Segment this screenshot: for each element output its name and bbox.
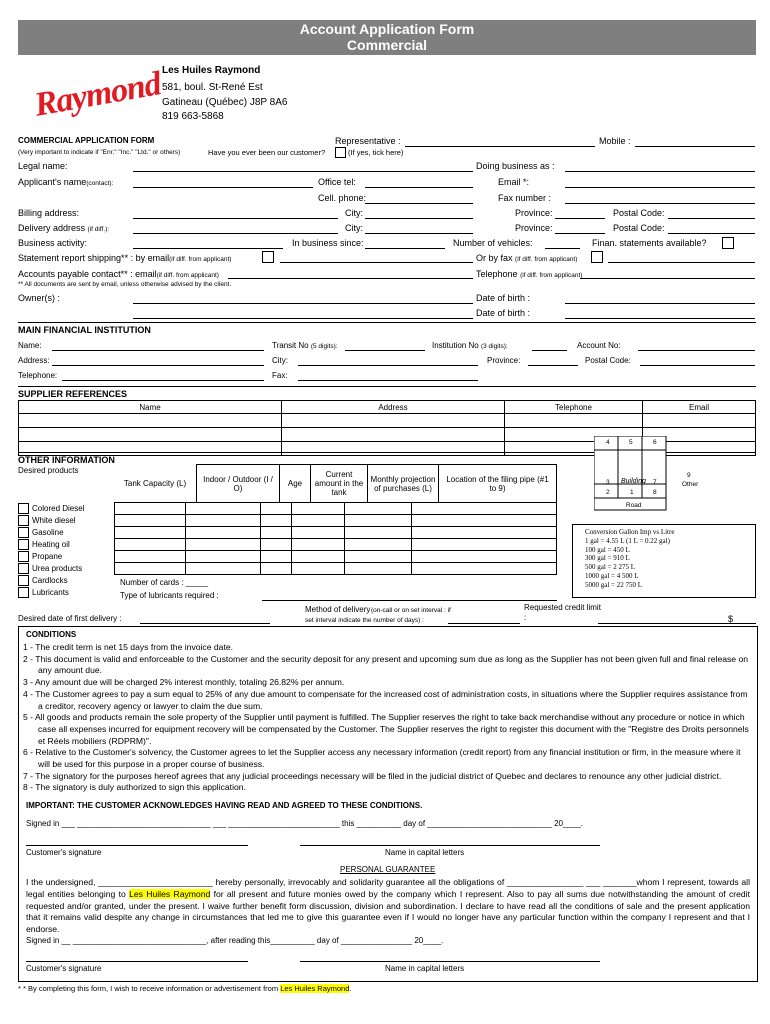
conditions-heading: CONDITIONS <box>26 630 77 639</box>
product-label: Cardlocks <box>32 576 68 585</box>
owner-2-dob-field[interactable] <box>565 318 755 319</box>
conversion-line: 1 gal = 4.55 L (1 L = 0.22 gal) <box>585 536 670 545</box>
diagram-road-label: Road <box>626 502 642 509</box>
table-row[interactable] <box>18 587 557 599</box>
accounts-telephone-field[interactable] <box>580 278 755 279</box>
institution-field[interactable] <box>532 350 567 351</box>
applicant-name-label: Applicant's name(contact): <box>18 177 114 187</box>
applicant-name-field[interactable] <box>133 187 313 188</box>
requested-credit-label: Requested credit limit : <box>524 603 601 622</box>
condition-4: 4 - The Customer agrees to pay a sum equal to 25% of any due amount to compensate for the increased cost of administration costs, in situations where the Supplier requires assistance from a creditor, recovery agency or lawyer to claim the due sum. <box>23 688 748 711</box>
table-row[interactable] <box>19 414 756 428</box>
legal-name-label: Legal name: <box>18 161 68 171</box>
diagram-n6: 6 <box>653 439 657 446</box>
cell-phone-label: Cell. phone: <box>318 193 367 203</box>
conditions-signature-line[interactable] <box>26 845 248 846</box>
product-cell[interactable] <box>186 539 261 551</box>
product-label: Colored Diesel <box>32 504 85 513</box>
col-filing-location: Location of the filing pipe (#1 to 9) <box>439 465 557 503</box>
col-indoor-outdoor: Indoor / Outdoor (I / O) <box>197 465 280 503</box>
product-cell[interactable] <box>412 551 557 563</box>
other-section-heading: OTHER INFORMATION <box>18 452 756 465</box>
accounts-telephone-label: Telephone (if diff. from applicant) <box>476 269 583 279</box>
diagram-n3: 3 <box>606 479 610 486</box>
account-label: Account No: <box>577 341 621 350</box>
delivery-city-label: City: <box>345 223 363 233</box>
important-acknowledgement: IMPORTANT: THE CUSTOMER ACKNOWLEDGES HAVING READ AND AGREED TO THESE CONDITIONS. <box>26 801 423 810</box>
type-of-lubricants-label: Type of lubricants required : <box>120 591 219 600</box>
delivery-address-label: Delivery address (if diff.): <box>18 223 110 233</box>
product-checkbox[interactable] <box>18 539 29 550</box>
conversion-line: 500 gal = 2 275 L <box>585 563 636 572</box>
product-cell[interactable] <box>261 551 292 563</box>
condition-7: 7 - The signatory for the purposes hereof agrees that any judicial proceedings necessary will be filed in the judicial district of Quebec and declares to renounce any other judicial district. <box>23 770 722 781</box>
transit-label: Transit No (5 digits): <box>272 341 338 350</box>
product-cell[interactable] <box>345 551 412 563</box>
mobile-label: Mobile : <box>599 136 631 146</box>
product-label: Propane <box>32 552 63 561</box>
product-checkbox[interactable] <box>18 587 29 598</box>
product-checkbox[interactable] <box>18 527 29 538</box>
product-cell[interactable] <box>115 563 186 575</box>
billing-postal-field[interactable] <box>668 218 755 219</box>
billing-postal-label: Postal Code: <box>613 208 665 218</box>
table-row[interactable] <box>18 539 557 551</box>
desired-products-label: Desired products <box>18 466 79 475</box>
guarantee-heading: PERSONAL GUARANTEE <box>340 865 436 874</box>
product-cell[interactable] <box>115 527 186 539</box>
conversion-line: 100 gal = 450 L <box>585 545 630 554</box>
accounts-payable-label: Accounts payable contact** : email(if diff. from applicant) <box>18 269 219 279</box>
bank-name-field[interactable] <box>52 350 264 351</box>
footer-note: * * By completing this form, I wish to receive information or advertisement from Les Huiles Raymond. <box>18 984 352 993</box>
product-cell[interactable] <box>261 527 292 539</box>
method-of-delivery-field[interactable] <box>448 623 520 624</box>
method-of-delivery-label: Method of delivery <box>305 605 371 614</box>
table-row[interactable] <box>18 527 557 539</box>
business-activity-label: Business activity: <box>18 238 88 248</box>
been-customer-label: Have you ever been our customer? <box>208 148 326 157</box>
office-tel-field[interactable] <box>365 187 473 188</box>
condition-8: 8 - The signatory is duly authorized to sign this application. <box>23 782 246 793</box>
billing-address-label: Billing address: <box>18 208 80 218</box>
delivery-postal-label: Postal Code: <box>613 223 665 233</box>
guarantee-company-highlight: Les Huiles Raymond <box>129 888 211 899</box>
owner-2-dob-label: Date of birth : <box>476 308 531 318</box>
or-by-fax-label: Or by fax (if diff. from applicant) <box>476 253 578 263</box>
product-cell[interactable] <box>345 563 412 575</box>
product-cell[interactable] <box>292 551 345 563</box>
business-activity-field[interactable] <box>133 248 283 249</box>
diagram-n1: 1 <box>630 489 634 496</box>
delivery-city-field[interactable] <box>365 233 473 234</box>
table-row[interactable] <box>18 551 557 563</box>
finan-statements-label: Finan. statements available? <box>592 238 707 248</box>
owners-label: Owner(s) : <box>18 293 61 303</box>
product-label: Lubricants <box>32 588 69 597</box>
condition-3: 3 - Any amount due will be charged 2% interest monthly, totaling 26.82% per annum. <box>23 677 345 688</box>
table-row[interactable] <box>18 503 557 515</box>
number-of-cards-label: Number of cards : _____ <box>120 578 209 587</box>
representative-field[interactable] <box>405 146 595 147</box>
delivery-province-field[interactable] <box>555 233 605 234</box>
product-cell[interactable] <box>345 515 412 527</box>
table-row[interactable] <box>18 563 557 575</box>
statement-email-field[interactable] <box>280 262 473 263</box>
col-tank-capacity: Tank Capacity (L) <box>114 465 197 503</box>
product-cell[interactable] <box>292 503 345 515</box>
mobile-field[interactable] <box>635 146 755 147</box>
suppliers-section-heading: SUPPLIER REFERENCES <box>18 386 756 399</box>
fax-number-field[interactable] <box>565 203 755 204</box>
conditions-customer-signature: Customer's signature <box>26 848 102 857</box>
institution-label: Institution No (3 digits): <box>432 341 508 350</box>
diagram-other-label: Other <box>682 481 699 488</box>
condition-2: 2 - This document is valid and enforceable to the Customer and the security deposit for any present and upcoming sum due as long as the Supplier has not been given full and final release on any amount due. <box>23 653 749 676</box>
conversion-title: Conversion Gallon Imp vs Litre <box>585 528 675 536</box>
important-note: (Very important to indicate if "Enr." "Inc." "Ltd." or others) <box>18 149 181 156</box>
lubricants-field[interactable] <box>262 600 557 601</box>
conditions-list <box>23 642 751 794</box>
conditions-name-capital: Name in capital letters <box>385 848 465 857</box>
col-monthly-projection: Monthly projection of purchases (L) <box>368 465 439 503</box>
transit-field[interactable] <box>345 350 425 351</box>
product-cell[interactable] <box>186 515 261 527</box>
product-checkbox[interactable] <box>18 503 29 514</box>
product-cell[interactable] <box>115 515 186 527</box>
product-cell[interactable] <box>292 563 345 575</box>
diagram-n5: 5 <box>629 439 633 446</box>
product-cell[interactable] <box>186 503 261 515</box>
supplier-col-name: Name <box>19 401 282 414</box>
product-label: Heating oil <box>32 540 70 549</box>
delivery-postal-field[interactable] <box>668 233 755 234</box>
product-cell[interactable] <box>292 527 345 539</box>
owner-1-dob-field[interactable] <box>565 303 755 304</box>
product-checkbox[interactable] <box>18 551 29 562</box>
condition-1: 1 - The credit term is net 15 days from the invoice date. <box>23 642 234 652</box>
guarantee-customer-signature: Customer's signature <box>26 964 102 973</box>
first-delivery-field[interactable] <box>140 623 270 624</box>
diagram-n7: 7 <box>653 479 657 486</box>
statement-shipping-label: Statement report shipping** : by email(if diff. from applicant) <box>18 253 232 263</box>
dollar-sign: $ <box>728 614 734 624</box>
footer-company-highlight: Les Huiles Raymond <box>280 984 350 993</box>
product-cell[interactable] <box>345 527 412 539</box>
fax-number-label: Fax number : <box>498 193 552 203</box>
statement-email-checkbox[interactable] <box>262 251 274 263</box>
table-row[interactable] <box>18 575 557 587</box>
diagram-building-label: Building <box>621 478 646 485</box>
bank-postal-label: Postal Code: <box>585 356 631 365</box>
product-cell[interactable] <box>261 515 292 527</box>
conditions-signed-in[interactable]: Signed in ___ ______________________________ ___ _________________________ this __________ day of ____________________________ 20____. <box>26 819 583 828</box>
been-customer-checkbox[interactable] <box>335 147 346 158</box>
all-documents-note: ** All documents are sent by email, unless otherwise advised by the client. <box>18 281 232 288</box>
col-current-amount: Current amount in the tank <box>311 465 368 503</box>
bank-telephone-label: Telephone: <box>18 371 58 380</box>
statement-fax-field[interactable] <box>608 262 755 263</box>
bank-name-label: Name: <box>18 341 42 350</box>
product-cell[interactable] <box>261 503 292 515</box>
delivery-address-field[interactable] <box>133 233 338 234</box>
form-title-bar <box>18 20 756 55</box>
statement-fax-checkbox[interactable] <box>591 251 603 263</box>
supplier-col-telephone: Telephone <box>505 401 643 414</box>
product-cell[interactable] <box>412 563 557 575</box>
product-label: Urea products <box>32 564 83 573</box>
owner-1-dob-label: Date of birth : <box>476 293 531 303</box>
owner-2-field[interactable] <box>133 318 473 319</box>
col-age: Age <box>280 465 311 503</box>
email-label: Email *: <box>498 177 530 187</box>
bank-address-label: Address: <box>18 356 50 365</box>
product-checkbox[interactable] <box>18 575 29 586</box>
billing-city-field[interactable] <box>365 218 473 219</box>
product-cell[interactable] <box>261 539 292 551</box>
billing-city-label: City: <box>345 208 363 218</box>
product-cell[interactable] <box>261 563 292 575</box>
table-row[interactable] <box>18 515 557 527</box>
conditions-name-line[interactable] <box>300 845 600 846</box>
supplier-col-email: Email <box>643 401 756 414</box>
financial-section-heading: MAIN FINANCIAL INSTITUTION <box>18 322 756 335</box>
in-business-since-label: In business since: <box>292 238 364 248</box>
delivery-province-label: Province: <box>515 223 553 233</box>
guarantee-name-capital: Name in capital letters <box>385 964 465 973</box>
conversion-line: 1000 gal = 4 500 L <box>585 571 639 580</box>
bank-address-field[interactable] <box>52 365 264 366</box>
cell-phone-field[interactable] <box>365 203 473 204</box>
billing-address-field[interactable] <box>133 218 338 219</box>
doing-business-field[interactable] <box>565 171 755 172</box>
supplier-header-row <box>19 401 756 414</box>
form-subtitle: Commercial <box>346 37 428 53</box>
product-checkbox[interactable] <box>18 563 29 574</box>
owner-1-field[interactable] <box>133 303 473 304</box>
product-cell[interactable] <box>345 503 412 515</box>
company-address-1: 581, boul. St-René Est <box>162 82 263 93</box>
bank-province-label: Province: <box>487 356 521 365</box>
bank-fax-field[interactable] <box>298 380 478 381</box>
supplier-col-address: Address <box>282 401 505 414</box>
email-field[interactable] <box>565 187 755 188</box>
form-title: Account Application Form <box>299 21 475 37</box>
product-cell[interactable] <box>115 539 186 551</box>
product-cell[interactable] <box>412 503 557 515</box>
company-phone: 819 663-5868 <box>162 111 224 122</box>
bank-city-field[interactable] <box>298 365 478 366</box>
billing-province-field[interactable] <box>555 218 605 219</box>
conversion-line: 5000 gal = 22 750 L <box>585 580 643 589</box>
bank-postal-field[interactable] <box>640 365 755 366</box>
product-cell[interactable] <box>115 551 186 563</box>
account-field[interactable] <box>638 350 755 351</box>
if-yes-label: (If yes, tick here) <box>348 148 404 157</box>
diagram-n2: 2 <box>606 489 610 496</box>
guarantee-text: I the undersigned, ________________________ hereby personally, irrevocably and solidarity guarantee all the obligations of ________________ ___ _______whom I represent, towards all legal entities belonging to Les Huiles Raymond for all present and future monies owed by the company which I represent. Also to pay all sums due notwithstanding the amount of credit requested and/or granted, under the present. I waive further benefit form discussion, division and subordination. I declare to have read all the conditions of sale and the present application that it remains valid despite any change in circumstances that led me to give this guarantee even if I would no longer have any particular function within the company I represent and that I endorse. <box>26 877 750 935</box>
guarantee-signature-line[interactable] <box>26 961 248 962</box>
diagram-n4: 4 <box>606 439 610 446</box>
billing-province-label: Province: <box>515 208 553 218</box>
number-of-vehicles-field[interactable] <box>545 248 580 249</box>
representative-label: Representative : <box>335 136 401 146</box>
bank-telephone-field[interactable] <box>62 380 264 381</box>
office-tel-label: Office tel: <box>318 177 356 187</box>
product-cell[interactable] <box>345 539 412 551</box>
products-header-row <box>114 465 557 503</box>
condition-5: 5 - All goods and products remain the sole property of the Supplier until payment is fulfilled. The Supplier reserves the right to take back merchandise without any procedure or notice in which case all expenses incurred for equipment recovery will be compensated by the Customer. The Supplier reserves the right to register this document with the "Registre des Droits personnels et Réels mobiliers (RDPRM)". <box>23 712 749 746</box>
product-label: White diesel <box>32 516 76 525</box>
bank-fax-label: Fax: <box>272 371 288 380</box>
guarantee-signed-in[interactable]: Signed in __ ______________________________, after reading this__________ day of ________________ 20____. <box>26 936 444 945</box>
product-cell[interactable] <box>115 503 186 515</box>
products-rows <box>18 502 557 599</box>
bank-province-field[interactable] <box>528 365 578 366</box>
guarantee-name-line[interactable] <box>300 961 600 962</box>
product-cell[interactable] <box>186 551 261 563</box>
legal-name-field[interactable] <box>133 171 473 172</box>
filing-location-diagram <box>594 436 714 514</box>
finan-statements-checkbox[interactable] <box>722 237 734 249</box>
diagram-n8: 8 <box>653 489 657 496</box>
conversion-line: 300 gal = 910 L <box>585 554 630 563</box>
product-cell[interactable] <box>186 527 261 539</box>
company-address-2: Gatineau (Québec) J8P 8A6 <box>162 97 288 108</box>
method-of-delivery-note: (on-call or on set interval : if set interval indicate the number of days) : <box>305 607 451 624</box>
products-table <box>114 464 557 503</box>
product-cell[interactable] <box>292 539 345 551</box>
product-cell[interactable] <box>412 539 557 551</box>
bank-city-label: City: <box>272 356 288 365</box>
product-cell[interactable] <box>412 527 557 539</box>
first-delivery-label: Desired date of first delivery : <box>18 614 122 623</box>
condition-6: 6 - Relative to the Customer's solvency, the Customer agrees to let the Supplier access any necessary information (credit report) from any financial institution or firm, in the measure where it will be used for this purpose in a proper course of business. <box>23 747 741 770</box>
conversion-table <box>572 524 756 598</box>
product-label: Gasoline <box>32 528 64 537</box>
product-checkbox[interactable] <box>18 515 29 526</box>
in-business-since-field[interactable] <box>365 248 445 249</box>
product-cell[interactable] <box>186 563 261 575</box>
commercial-form-label: COMMERCIAL APPLICATION FORM <box>18 136 155 145</box>
product-cell[interactable] <box>412 515 557 527</box>
number-of-vehicles-label: Number of vehicles: <box>453 238 533 248</box>
company-logo: Raymond <box>31 65 164 124</box>
diagram-n9: 9 <box>687 472 691 479</box>
accounts-payable-field[interactable] <box>228 278 473 279</box>
doing-business-label: Doing business as : <box>476 161 555 171</box>
product-cell[interactable] <box>292 515 345 527</box>
company-name: Les Huiles Raymond <box>162 65 261 76</box>
